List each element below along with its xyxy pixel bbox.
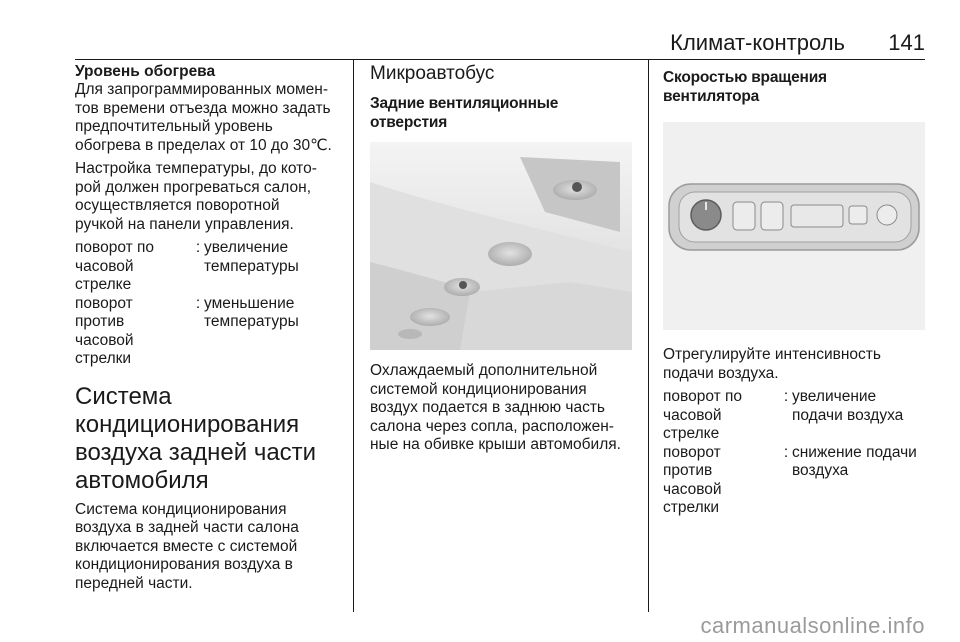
text-line: передней части. <box>75 574 193 592</box>
text-line: воздуха задней части <box>75 438 317 466</box>
text-line: часовой <box>75 257 134 275</box>
heating-paragraph-1 <box>75 81 343 155</box>
text-line: кондиционирования воздуха в <box>75 556 293 573</box>
text-line: Настройка температуры, до кото- <box>75 160 317 177</box>
text-line: системой кондиционирования <box>370 380 587 398</box>
text-line: Система <box>75 382 172 410</box>
table-cell-result <box>792 444 925 518</box>
table-separator: : <box>783 388 789 405</box>
fan-knob-table <box>663 388 925 518</box>
watermark: carmanualsonline.info <box>700 613 925 638</box>
text-line: рой должен прогреваться салон, <box>75 178 311 196</box>
fan-control-illustration <box>663 122 925 330</box>
minibus-heading: Микроавтобус <box>370 63 495 84</box>
table-cell-action <box>663 444 780 518</box>
table-separator: : <box>783 443 789 461</box>
text-line: автомобиля <box>75 466 209 494</box>
text-line: подачи воздуха. <box>663 364 779 382</box>
text-line: поворот по <box>663 388 743 405</box>
text-line: тов времени отъезда можно задать <box>75 99 331 117</box>
text-line: осуществляется поворотной <box>75 197 280 214</box>
text-line: салона через сопла, расположен- <box>370 417 614 435</box>
text-line: поворот <box>75 294 133 312</box>
text-line: стрелке <box>75 276 132 293</box>
text-line: увеличение <box>792 388 877 405</box>
heating-paragraph-2 <box>75 160 343 234</box>
page-header <box>75 30 925 60</box>
text-line: поворот <box>663 443 721 461</box>
column-divider <box>648 60 649 612</box>
text-line: увеличение <box>204 239 289 256</box>
fan-control-panel-image <box>663 122 925 330</box>
rear-ac-heading <box>75 383 343 495</box>
text-line: поворот по <box>75 239 155 256</box>
text-line: ручкой на панели управления. <box>75 215 294 233</box>
table-cell-result <box>792 388 925 444</box>
text-line: часовой <box>663 406 722 424</box>
table-cell-result <box>204 239 343 295</box>
text-line: включается вместе с системой <box>75 537 298 555</box>
text-line: стрелке <box>663 425 720 442</box>
text-line: часовой <box>75 331 134 349</box>
text-line: Для запрограммированных момен- <box>75 81 328 98</box>
column-2 <box>370 62 638 455</box>
text-line: температуры <box>204 313 299 330</box>
table-cell-result <box>204 295 343 369</box>
text-line: часовой <box>663 480 722 498</box>
roof-vents-image <box>370 142 632 350</box>
column-1 <box>75 62 343 593</box>
text-line: предпочтительный уровень <box>75 118 273 135</box>
column-divider <box>353 60 354 612</box>
text-line: против <box>75 313 125 330</box>
table-cell-action <box>75 239 192 295</box>
text-line: уменьшение <box>204 294 295 312</box>
text-line: стрелки <box>75 350 132 367</box>
column-3 <box>663 62 925 518</box>
text-line: Система кондиционирования <box>75 500 287 518</box>
rear-vents-paragraph <box>370 362 638 455</box>
text-line: стрелки <box>663 499 720 516</box>
table-separator: : <box>195 239 201 256</box>
text-line: кондиционирования <box>75 410 300 438</box>
text-line: воздух подается в заднюю часть <box>370 399 605 416</box>
fan-speed-paragraph <box>663 346 925 383</box>
rear-vents-subheading: Задние вентиляционные отверстия <box>370 95 559 131</box>
table-cell-action <box>663 388 780 444</box>
heating-level-heading: Уровень обогрева <box>75 63 216 80</box>
rear-vents-illustration <box>370 142 632 350</box>
text-line: против <box>663 462 713 479</box>
text-line: Отрегулируйте интенсивность <box>663 346 881 363</box>
text-line: снижение подачи <box>792 443 917 461</box>
text-line: температуры <box>204 257 299 275</box>
page-number: 141 <box>888 30 925 55</box>
text-line: ные на обивке крыши автомобиля. <box>370 436 621 453</box>
table-separator: : <box>195 294 201 312</box>
fan-speed-subheading: Скоростью вращения вентилятора <box>663 69 827 105</box>
text-line: Охлаждаемый дополнительной <box>370 362 598 379</box>
text-line: воздуха в задней части салона <box>75 519 299 536</box>
text-line: подачи воздуха <box>792 406 904 424</box>
text-line: воздуха <box>792 462 849 479</box>
rear-ac-paragraph <box>75 501 343 594</box>
text-line: обогрева в пределах от 10 до 30℃. <box>75 136 332 154</box>
page-title: Климат-контроль <box>670 30 845 55</box>
table-cell-action <box>75 295 192 369</box>
temperature-knob-table <box>75 239 343 369</box>
